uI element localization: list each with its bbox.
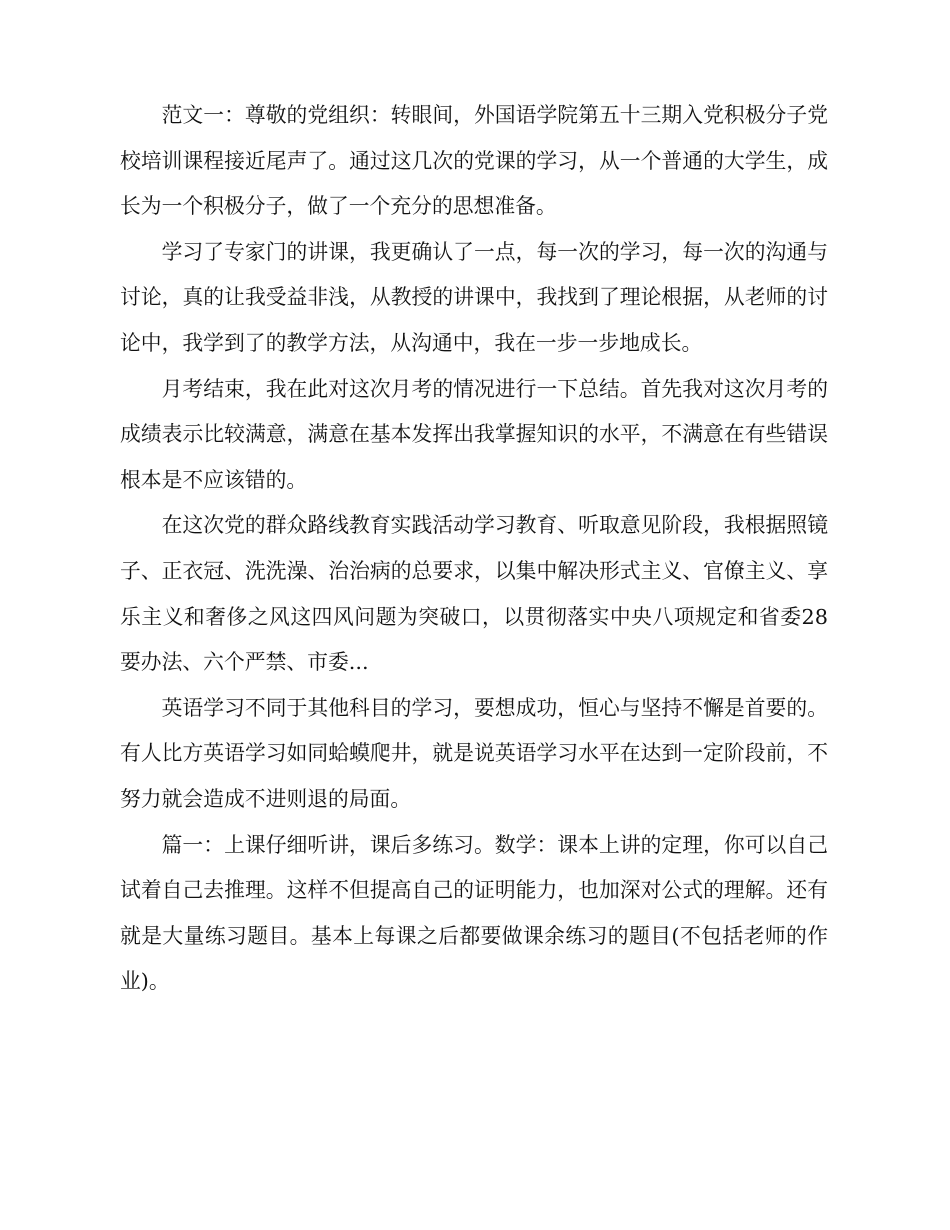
paragraph-5: 英语学习不同于其他科目的学习，要想成功，恒心与坚持不懈是首要的。有人比方英语学习如同蛤蟆爬井，就是说英语学习水平在达到一定阶段前，不努力就会造成不进则退的局面。	[120, 695, 828, 811]
paragraph-3: 月考结束，我在此对这次月考的情况进行一下总结。首先我对这次月考的成绩表示比较满意，满意在基本发挥出我掌握知识的水平，不满意在有些错误根本是不应该错的。	[120, 376, 828, 492]
paragraph-1: 范文一：尊敬的党组织：转眼间，外国语学院第五十三期入党积极分子党校培训课程接近尾声了。通过这几次的党课的学习，从一个普通的大学生，成长为一个积极分子，做了一个充分的思想准备。	[120, 103, 828, 219]
paragraph-4: 在这次党的群众路线教育实践活动学习教育、听取意见阶段，我根据照镜子、正衣冠、洗洗澡、治治病的总要求，以集中解决形式主义、官僚主义、享乐主义和奢侈之风这四风问题为突破口，以贯彻落实中央八项规定和省委28要办法、六个严禁、市委...	[120, 513, 828, 675]
paragraph-6: 篇一：上课仔细听讲，课后多练习。数学：课本上讲的定理，你可以自己试着自己去推理。这样不但提高自己的证明能力，也加深对公式的理解。还有就是大量练习题目。基本上每课之后都要做课余练习的题目(不包括老师的作业)。	[120, 832, 828, 994]
document-body	[120, 93, 828, 1005]
paragraph-2: 学习了专家门的讲课，我更确认了一点，每一次的学习，每一次的沟通与讨论，真的让我受益非浅，从教授的讲课中，我找到了理论根据，从老师的讨论中，我学到了的教学方法，从沟通中，我在一步一步地成长。	[120, 239, 828, 355]
